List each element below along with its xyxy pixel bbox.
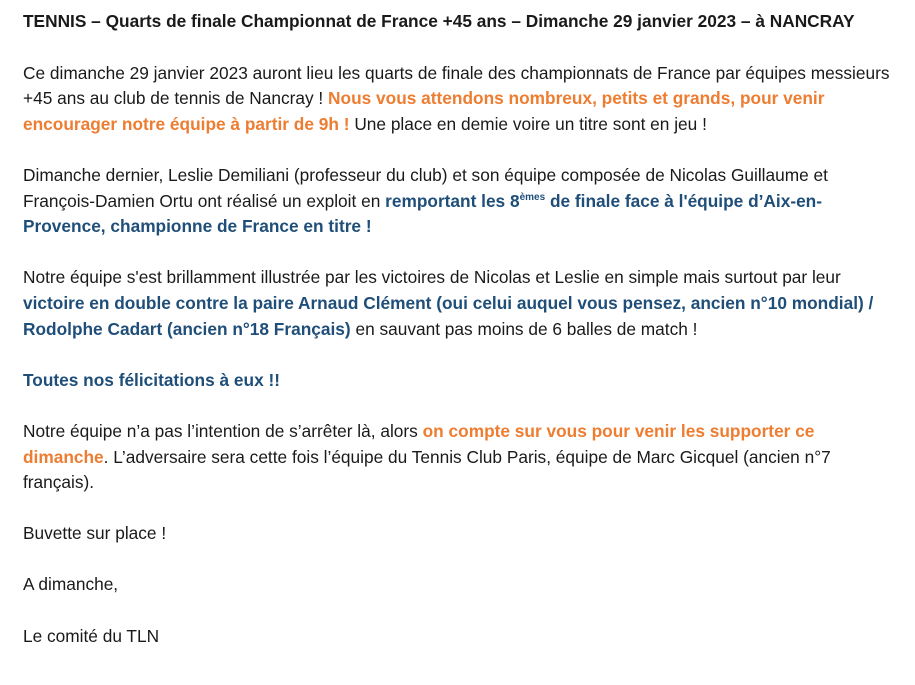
victories-intro: Notre équipe s'est brillamment illustrée par les victoires de Nicolas et Leslie en simple mais surtout par leur bbox=[23, 267, 841, 288]
document-body bbox=[23, 9, 898, 675]
paragraph-last-sunday bbox=[23, 163, 898, 240]
last-sunday-highlight-b: de finale face à l'équipe d’Aix-en-Provence, championne de France en titre ! bbox=[23, 190, 822, 237]
victories-outro: en sauvant pas moins de 6 balles de match ! bbox=[350, 318, 698, 339]
announcement-highlight: Nous vous attendons nombreux, petits et grands, pour venir encourager notre équipe à partir de 9h ! bbox=[23, 88, 825, 134]
paragraph-victories bbox=[23, 265, 898, 342]
announcement-intro: Ce dimanche 29 janvier 2023 auront lieu les quarts de finale des championnats de France par équipes messieurs +45 ans au club de tennis de Nancray ! bbox=[23, 62, 890, 109]
paragraph-buvette: Buvette sur place ! bbox=[23, 523, 167, 544]
last-sunday-intro: Dimanche dernier, Leslie Demiliani (professeur du club) et son équipe composée de Nicolas Guillaume et François-Damien Ortu ont réalisé un exploit en bbox=[23, 164, 828, 211]
last-sunday-superscript: èmes bbox=[519, 191, 546, 203]
next-match-highlight: on compte sur vous pour venir les supporter ce dimanche bbox=[23, 420, 815, 467]
next-match-outro: . L’adversaire sera cette fois l’équipe du Tennis Club Paris, équipe de Marc Gicquel (ancien n°7 français). bbox=[23, 446, 831, 493]
paragraph-announcement bbox=[23, 61, 898, 138]
paragraph-next-match bbox=[23, 419, 898, 496]
paragraph-closing: A dimanche, bbox=[23, 574, 119, 595]
article-title: TENNIS – Quarts de finale Championnat de France +45 ans – Dimanche 29 janvier 2023 – à NANCRAY bbox=[23, 11, 855, 31]
last-sunday-highlight-a: remportant les 8 bbox=[385, 190, 520, 211]
paragraph-signature: Le comité du TLN bbox=[23, 625, 160, 646]
paragraph-congratulations: Toutes nos félicitations à eux !! bbox=[23, 369, 281, 390]
victories-highlight: victoire en double contre la paire Arnaud Clément (oui celui auquel vous pensez, ancien n°10 mondial) / Rodolphe Cadart (ancien n°18 Français) bbox=[23, 292, 874, 339]
announcement-outro: Une place en demie voire un titre sont en jeu ! bbox=[354, 113, 707, 134]
next-match-intro: Notre équipe n’a pas l’intention de s’arrêter là, alors bbox=[23, 420, 423, 441]
